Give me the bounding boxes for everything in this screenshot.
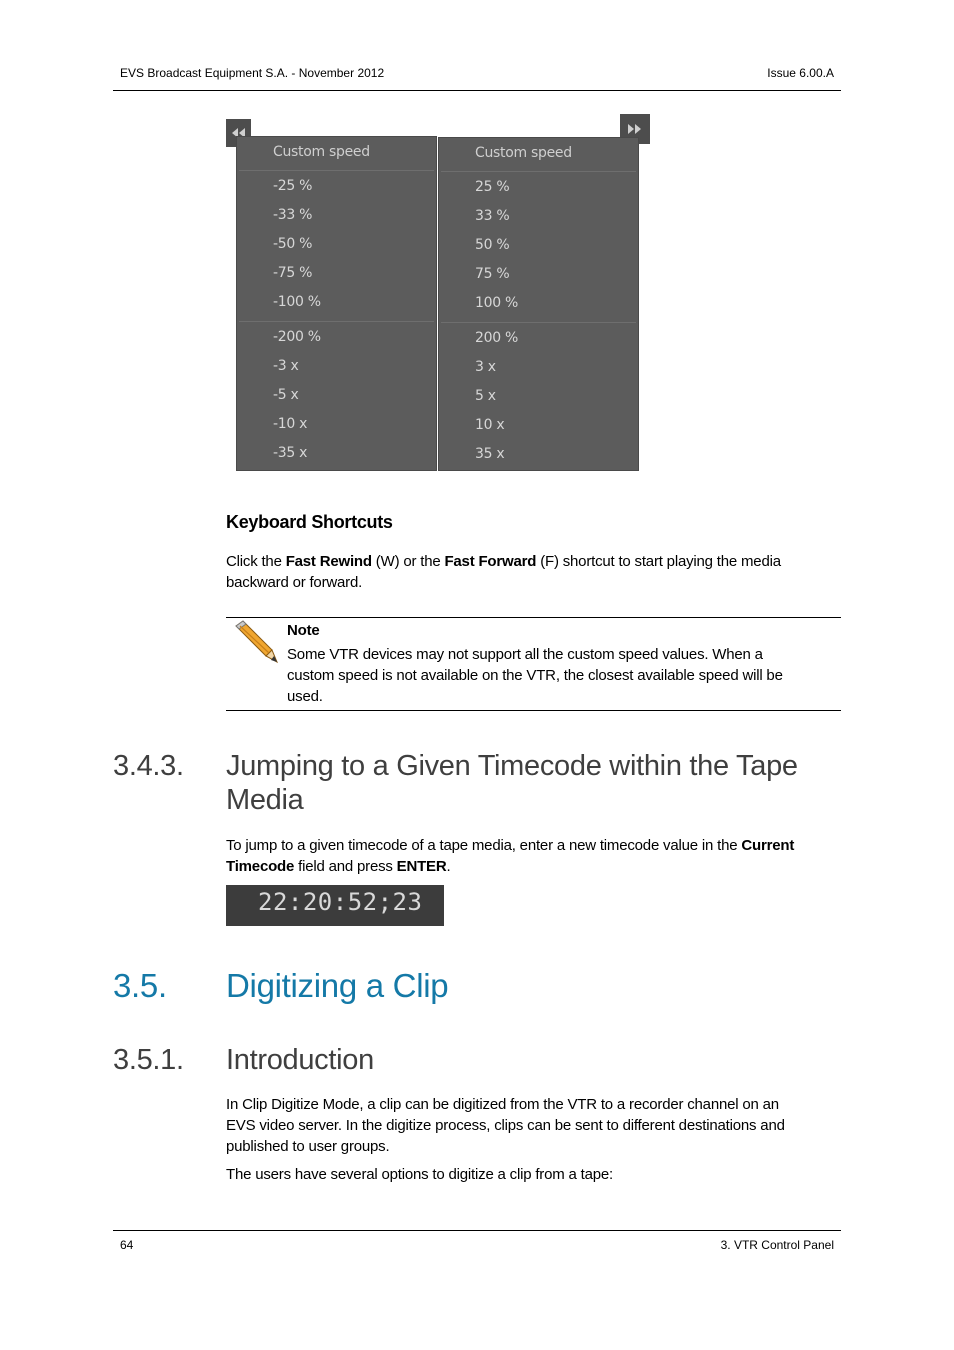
note-top-rule bbox=[226, 617, 841, 618]
title-line: Media bbox=[226, 784, 304, 816]
speed-option[interactable]: -75 % bbox=[273, 265, 313, 281]
text-bold: Fast Forward bbox=[444, 553, 537, 570]
text-bold: Current bbox=[741, 837, 795, 854]
speed-menus-figure bbox=[226, 118, 652, 472]
rewind-menu-title: Custom speed bbox=[273, 144, 370, 160]
note-text bbox=[287, 644, 841, 707]
speed-option[interactable]: 25 % bbox=[475, 179, 510, 195]
text-run: . bbox=[446, 858, 451, 875]
note-line: used. bbox=[287, 688, 323, 705]
speed-option[interactable]: -33 % bbox=[273, 207, 313, 223]
note-line: Some VTR devices may not support all the custom speed values. When a bbox=[287, 646, 763, 663]
text-run: backward or forward. bbox=[226, 574, 363, 591]
keyboard-shortcuts-heading: Keyboard Shortcuts bbox=[226, 512, 393, 532]
speed-option[interactable]: 33 % bbox=[475, 208, 510, 224]
keyboard-shortcuts-text bbox=[226, 551, 841, 593]
section-title: Introduction bbox=[226, 1044, 374, 1076]
speed-option[interactable]: -200 % bbox=[273, 329, 321, 345]
para-line: In Clip Digitize Mode, a clip can be digitized from the VTR to a recorder channel on an bbox=[226, 1096, 779, 1113]
speed-option[interactable]: 5 x bbox=[475, 388, 496, 404]
section-number: 3.5. bbox=[113, 967, 167, 1004]
note-title: Note bbox=[287, 622, 320, 639]
header-rule bbox=[113, 90, 841, 91]
text-bold: Fast Rewind bbox=[285, 553, 372, 570]
current-timecode-field[interactable] bbox=[226, 885, 444, 926]
note-line: custom speed is not available on the VTR, the closest available speed will be bbox=[287, 667, 783, 684]
speed-option[interactable]: -3 x bbox=[273, 358, 299, 374]
speed-option[interactable]: -35 x bbox=[273, 445, 308, 461]
rewind-speed-menu bbox=[237, 137, 436, 470]
para-line: published to user groups. bbox=[226, 1138, 390, 1155]
speed-option[interactable]: -5 x bbox=[273, 387, 299, 403]
menu-separator bbox=[239, 321, 434, 322]
timecode-value: 22:20:52;23 bbox=[258, 888, 423, 916]
text-run: Click the bbox=[226, 553, 286, 570]
note-bottom-rule bbox=[226, 710, 841, 711]
text-run: (F) shortcut to start playing the media bbox=[536, 553, 781, 570]
menu-separator bbox=[441, 322, 636, 323]
forward-menu-title: Custom speed bbox=[475, 145, 572, 161]
speed-option[interactable]: 50 % bbox=[475, 237, 510, 253]
speed-option[interactable]: -10 x bbox=[273, 416, 308, 432]
footer-chapter: 3. VTR Control Panel bbox=[720, 1238, 834, 1252]
section-number: 3.4.3. bbox=[113, 750, 184, 782]
speed-option[interactable]: -25 % bbox=[273, 178, 313, 194]
speed-option[interactable]: 100 % bbox=[475, 295, 518, 311]
speed-option[interactable]: -100 % bbox=[273, 294, 321, 310]
text-run: To jump to a given timecode of a tape media, enter a new timecode value in the bbox=[226, 837, 742, 854]
text-run: field and press bbox=[294, 858, 397, 875]
page-number: 64 bbox=[120, 1238, 134, 1252]
section-number: 3.5.1. bbox=[113, 1044, 184, 1076]
speed-option[interactable]: 75 % bbox=[475, 266, 510, 282]
menu-separator bbox=[441, 171, 636, 172]
timecode-paragraph bbox=[226, 835, 841, 877]
pencil-icon bbox=[232, 620, 280, 664]
para-line: EVS video server. In the digitize process, clips can be sent to different destinations and bbox=[226, 1117, 785, 1134]
speed-option[interactable]: 35 x bbox=[475, 446, 505, 462]
text-bold: Timecode bbox=[226, 858, 295, 875]
speed-option[interactable]: 10 x bbox=[475, 417, 505, 433]
header-left: EVS Broadcast Equipment S.A. - November 2012 bbox=[120, 66, 385, 80]
speed-option[interactable]: -50 % bbox=[273, 236, 313, 252]
section-title bbox=[226, 749, 866, 817]
speed-option[interactable]: 3 x bbox=[475, 359, 496, 375]
header-right: Issue 6.00.A bbox=[767, 66, 834, 80]
speed-option[interactable]: 200 % bbox=[475, 330, 518, 346]
text-bold: ENTER bbox=[396, 858, 447, 875]
title-line: Jumping to a Given Timecode within the Tape bbox=[226, 750, 798, 782]
footer-rule bbox=[113, 1230, 841, 1231]
menu-separator bbox=[239, 170, 434, 171]
options-paragraph: The users have several options to digitize a clip from a tape: bbox=[226, 1166, 613, 1183]
section-title: Digitizing a Clip bbox=[226, 967, 449, 1004]
intro-paragraph bbox=[226, 1094, 841, 1157]
forward-speed-menu bbox=[439, 138, 638, 470]
text-run: (W) or the bbox=[371, 553, 445, 570]
